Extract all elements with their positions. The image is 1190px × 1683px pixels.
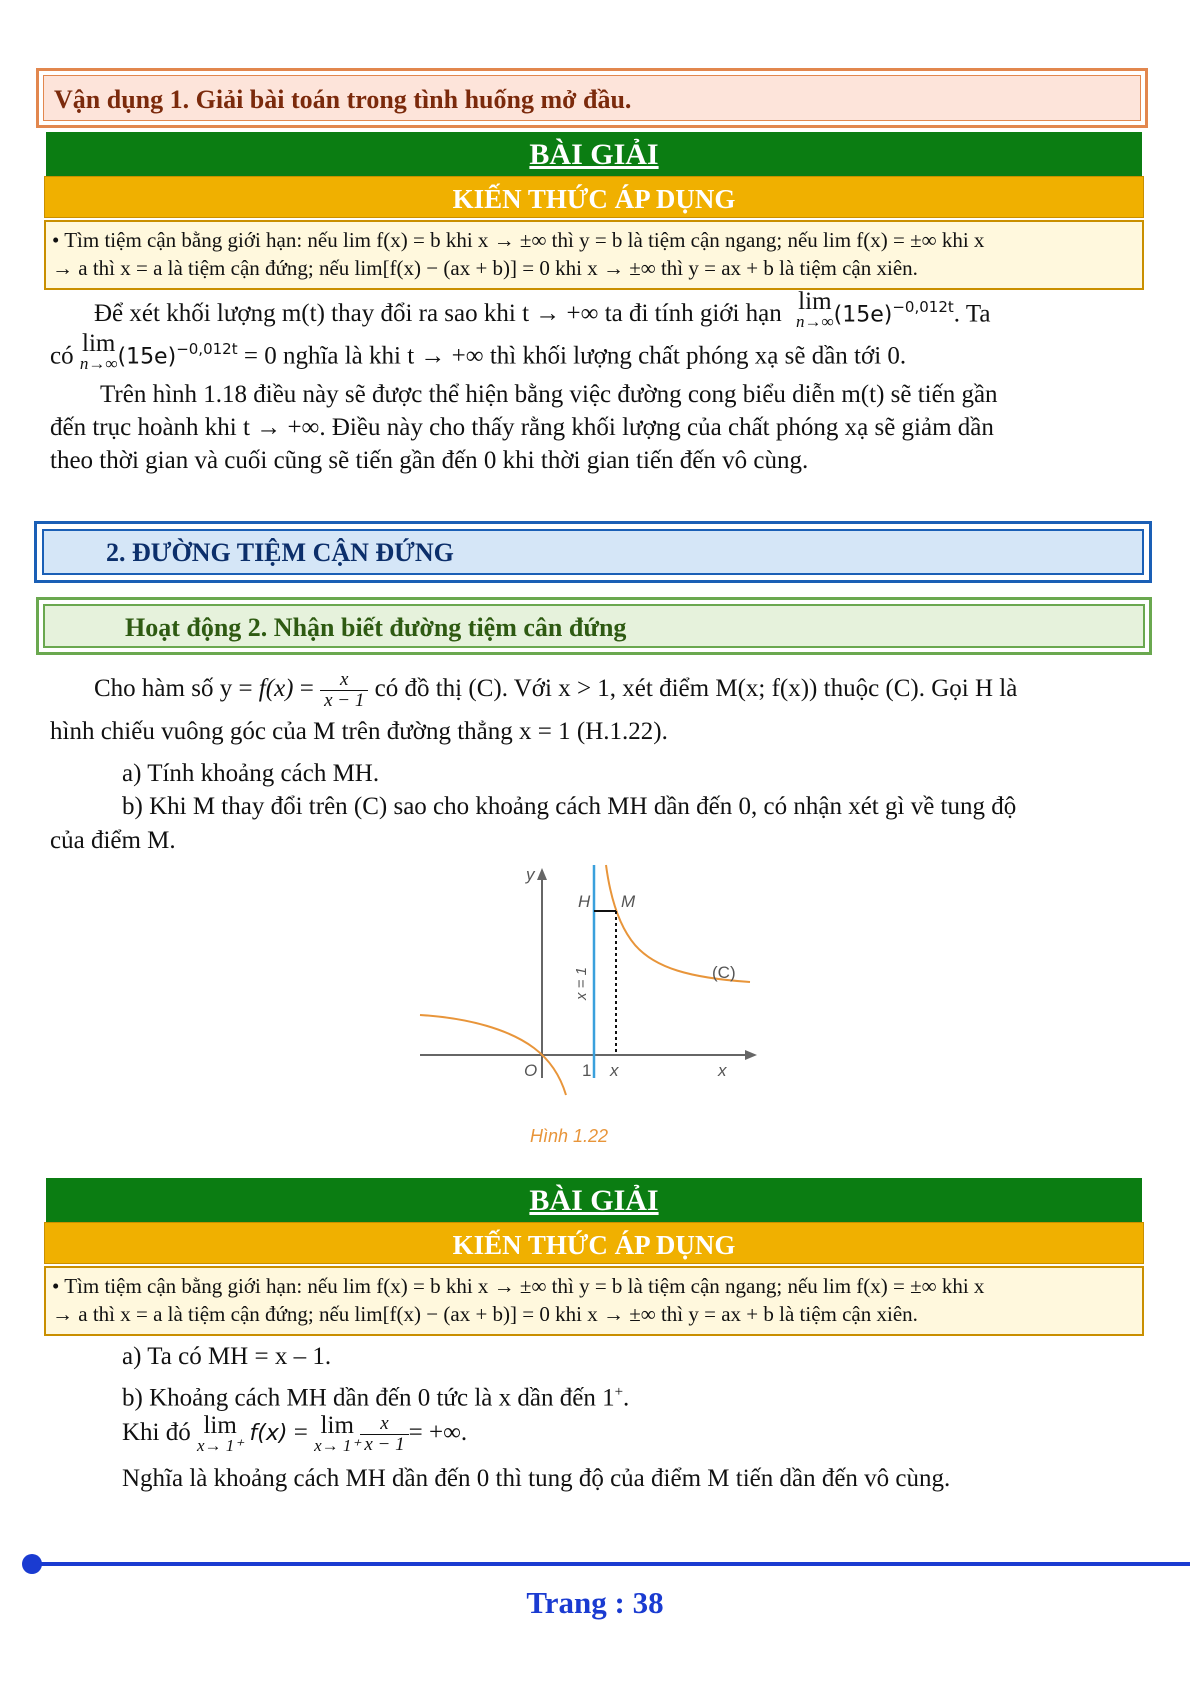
solution-header-label-2: BÀI GIẢI <box>529 1184 659 1217</box>
activity2-question-a: a) Tính khoảng cách MH. <box>122 760 380 787</box>
label-M: M <box>621 892 636 911</box>
solution2-c: Khi đó lim x→ 1⁺ f(x) = lim x→ 1⁺ $\frac{x}{x - 1}$ = +∞. <box>122 1412 468 1455</box>
activity2-question-b: b) Khi M thay đổi trên (C) sao cho khoảng cách MH dần đến 0, có nhận xét gì về tung độ của điểm M. <box>50 793 1017 854</box>
y-axis-arrow <box>537 868 547 880</box>
knowledge-line-2: → a thì x = a là tiệm cận đứng; nếu lim[f(x) − (ax + b)] = 0 khi x → ±∞ thì y = ax + b là tiệm cận xiên. <box>52 1302 918 1326</box>
solution-header-2 <box>46 1178 1142 1222</box>
knowledge-line-1: • Tìm tiệm cận bằng giới hạn: nếu lim f(x) = b khi x → ±∞ thì y = b là tiệm cận ngang; nếu lim f(x) = ±∞ khi x <box>52 228 985 252</box>
section-2-title: 2. ĐƯỜNG TIỆM CẬN ĐỨNG <box>42 529 1144 575</box>
activity2-line-2: hình chiếu vuông góc của M trên đường thẳng x = 1 (H.1.22). <box>50 718 668 745</box>
solution1-paragraph-2: có lim n→∞ $(15e)^{-0,012t} = 0$ nghĩa là khi t → +∞ thì khối lượng chất phóng xạ sẽ dần tới 0. <box>50 330 907 373</box>
activity-title-box <box>36 68 1148 128</box>
page-number: Trang : 38 <box>526 1585 664 1620</box>
limit-left: lim x→ 1⁺ <box>197 1412 244 1455</box>
solution1-paragraph-1: Để xét khối lượng m(t) thay đổi ra sao khi t → +∞ ta đi tính giới hạn lim n→∞ $(15e)^{-0,012t}$. Ta <box>94 288 991 331</box>
knowledge-line-2: → a thì x = a là tiệm cận đứng; nếu lim[f(x) − (ax + b)] = 0 khi x → ±∞ thì y = ax + b là tiệm cận xiên. <box>52 256 918 280</box>
section-2-box <box>34 521 1152 583</box>
solution1-paragraph-3: Trên hình 1.18 điều này sẽ được thể hiện bằng việc đường cong biểu diễn m(t) sẽ tiến gần đến trục hoành khi t → +∞. Điều này cho thấy rằng khối lượng của chất phóng xạ sẽ giảm dần theo thời gian và cuối cũng sẽ tiến gần đến 0 khi thời gian tiến đến vô cùng. <box>50 381 998 474</box>
knowledge-line-1: • Tìm tiệm cận bằng giới hạn: nếu lim f(x) = b khi x → ±∞ thì y = b là tiệm cận ngang; nếu lim f(x) = ±∞ khi x <box>52 1274 985 1298</box>
limit-expression: lim n→∞ <box>796 288 834 331</box>
limit-right: lim x→ 1⁺ <box>314 1412 361 1455</box>
solution-header <box>46 132 1142 176</box>
label-x-axis: x <box>718 1061 727 1080</box>
knowledge-box <box>44 220 1144 290</box>
knowledge-header: KIẾN THỨC ÁP DỤNG <box>44 176 1144 218</box>
activity-2-box <box>36 597 1152 655</box>
label-origin: O <box>524 1061 538 1080</box>
footer-divider <box>30 1562 1190 1566</box>
knowledge-header-2: KIẾN THỨC ÁP DỤNG <box>44 1222 1144 1264</box>
figure-caption: Hình 1.22 <box>530 1126 609 1146</box>
solution2-b: b) Khoảng cách MH dần đến 0 tức là x dần đến 1+. <box>122 1384 630 1412</box>
x-axis-arrow <box>745 1050 757 1060</box>
fraction: $\frac{x}{x - 1}$ <box>320 670 368 711</box>
figure-hyperbola <box>410 860 770 1160</box>
solution-header-label: BÀI GIẢI <box>529 138 659 171</box>
footer-dot <box>22 1554 42 1574</box>
solution2-a: a) Ta có MH = x – 1. <box>122 1343 332 1370</box>
activity-title: Vận dụng 1. Giải bài toán trong tình huống mở đầu. <box>43 75 1141 121</box>
activity2-line-1: Cho hàm số y = f(x) = $\frac{x}{x - 1}$ có đồ thị (C). Với x > 1, xét điểm M(x; f(x)) thuộc (C). Gọi H là <box>94 669 1018 711</box>
fraction-2: $\frac{x}{x - 1}$ <box>360 1414 408 1455</box>
solution2-d: Nghĩa là khoảng cách MH dần đến 0 thì tung độ của điểm M tiến dần đến vô cùng. <box>122 1465 951 1492</box>
label-x-tick: x <box>610 1061 619 1080</box>
label-one: 1 <box>582 1061 592 1080</box>
label-x-equals-1: x = 1 <box>573 967 590 1000</box>
label-C: (C) <box>712 963 736 982</box>
activity-2-title: Hoạt động 2. Nhận biết đường tiệm cân đứng <box>43 604 1145 648</box>
knowledge-box-2 <box>44 1266 1144 1336</box>
label-y: y <box>526 865 535 884</box>
label-H: H <box>578 892 591 911</box>
limit-expression-2: lim n→∞ <box>79 330 118 373</box>
